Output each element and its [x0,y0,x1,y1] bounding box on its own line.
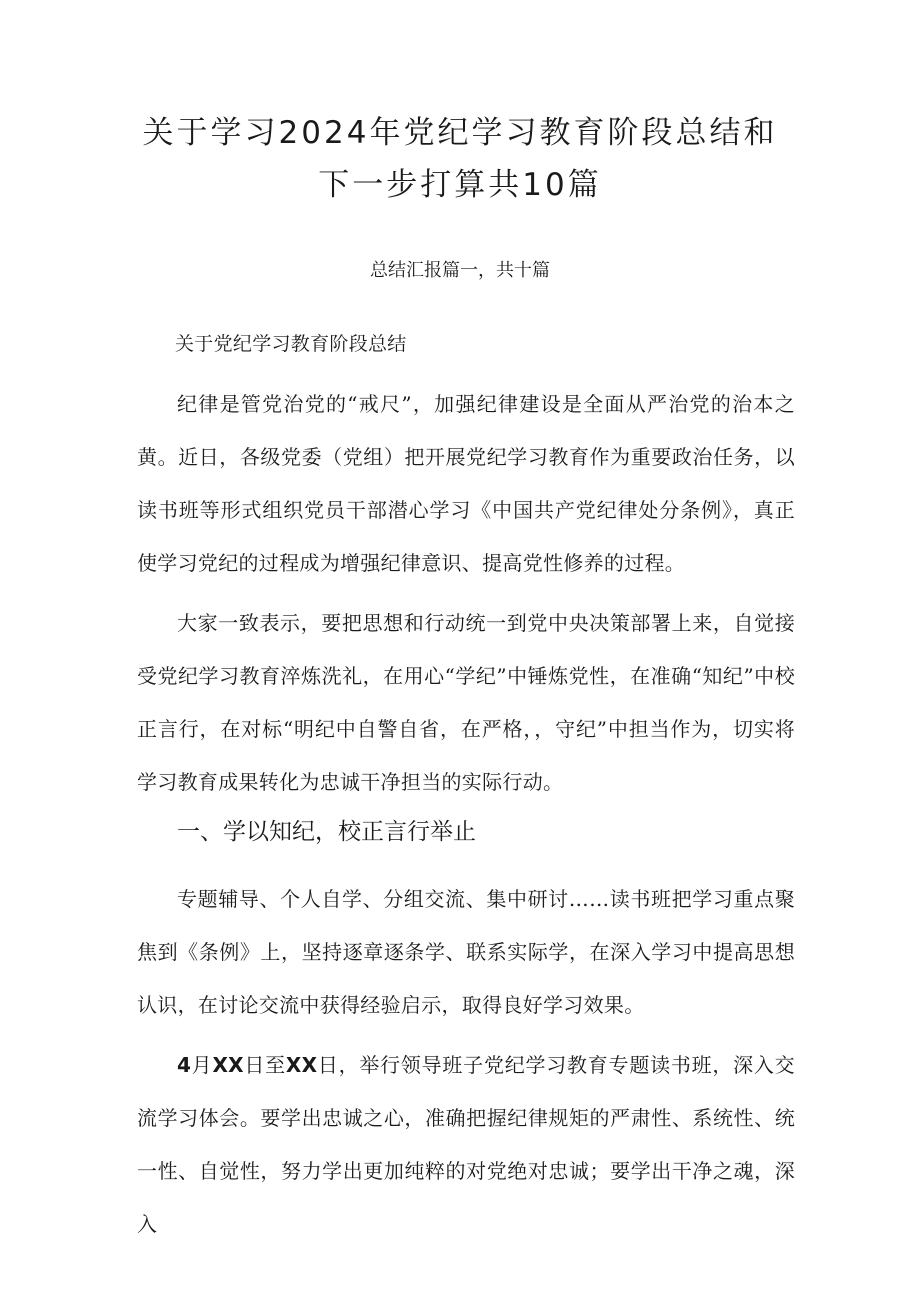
paragraph-3: 专题辅导、个人自学、分组交流、集中研讨……读书班把学习重点聚焦到《条例》上，坚持逐章逐条学、联系实际学，在深入学习中提高思想认识，在讨论交流中获得经验启示，取得良好学习效果。 [137,887,795,1017]
date-connector: 日至 [243,1053,286,1077]
date-day-start: XX [212,1053,244,1077]
date-month-unit: 月 [191,1053,213,1077]
paragraph-1: 纪律是管党治党的“戒尺”，加强纪律建设是全面从严治党的治本之黄。近日，各级党委（党组）把开展党纪学习教育作为重要政治任务，以读书班等形式组织党员干部潜心学习《中国共产党纪律处分条例》，真正使学习党纪的过程成为增强纪律意识、提高党性修养的过程。 [137,392,795,575]
paragraph-4 [137,1039,795,1251]
paragraph-2: 大家一致表示，要把思想和行动统一到党中央决策部署上来，自觉接受党纪学习教育淬炼洗礼，在用心“学纪”中锤炼党性，在准确“知纪”中校正言行，在对标“明纪中自警自省，在严格，，守纪”中担当作为，切实将学习教育成果转化为忠诚干净担当的实际行动。 [137,611,795,794]
document-subtitle: 总结汇报篇一，共十篇 [370,260,550,281]
paragraph-4-text: 日，举行领导班子党纪学习教育专题读书班，深入交流学习体会。要学出忠诚之心，准确把握纪律规矩的严肃性、系统性、统一性、自觉性，努力学出更加纯粹的对党绝对忠诚；要学出干净之魂，深入 [137,1053,795,1236]
section-1-heading: 一、学以知纪，校正言行举止 [177,819,476,845]
intro-title: 关于党纪学习教育阶段总结 [175,333,407,355]
document-title-line1: 关于学习2024年党纪学习教育阶段总结和 [142,115,778,151]
date-day-end: XX [285,1053,318,1077]
document-title-line2: 下一步打算共10篇 [318,167,602,203]
date-month: 4 [177,1053,192,1077]
